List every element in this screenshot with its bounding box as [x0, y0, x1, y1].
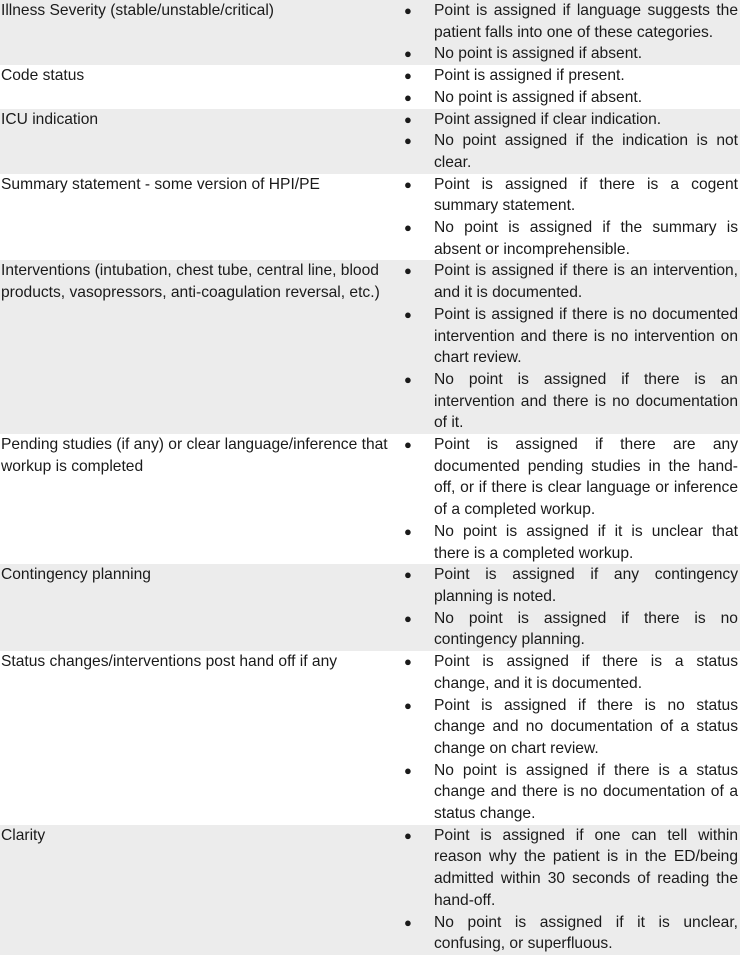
- rule-text: Point is assigned if any contingency planning is noted.: [434, 566, 738, 605]
- rule-item: [400, 0, 738, 43]
- bullet-icon: ●: [404, 567, 412, 583]
- bullet-icon: ●: [404, 46, 412, 62]
- bullet-icon: ●: [404, 827, 412, 843]
- bullet-icon: ●: [404, 371, 412, 387]
- bullet-icon: ●: [404, 263, 412, 279]
- criterion-cell: Summary statement - some version of HPI/PE: [1, 175, 320, 193]
- rule-item: [400, 304, 738, 369]
- bullet-icon: ●: [404, 111, 412, 127]
- table-row: [0, 564, 740, 651]
- rule-item: [400, 369, 738, 434]
- rule-text: Point is assigned if present.: [434, 67, 625, 85]
- rule-text: Point is assigned if there is a status change, and it is documented.: [434, 653, 738, 692]
- rule-list: [400, 651, 738, 825]
- rule-item: [400, 174, 738, 217]
- rules-cell: [400, 825, 740, 955]
- rule-text: No point is assigned if there is an intervention and there is no documentation of it.: [434, 370, 738, 432]
- table-row: [0, 825, 740, 955]
- rule-item: [400, 260, 738, 303]
- criterion-cell: Code status: [1, 67, 85, 85]
- table-row: [0, 109, 740, 174]
- rule-list: [400, 825, 738, 955]
- criterion-cell: Interventions (intubation, chest tube, central line, blood products, vasopressors, anti-coagulation reversal, etc.): [0, 260, 400, 434]
- rule-text: Point is assigned if there is no status change and no documentation of a status change on chart review.: [434, 696, 738, 757]
- bullet-icon: ●: [404, 762, 412, 778]
- rule-item: [400, 217, 738, 260]
- criterion-cell: Illness Severity (stable/unstable/critical): [0, 0, 400, 65]
- rule-list: [400, 260, 738, 434]
- rule-item: [400, 130, 738, 173]
- table-row: [0, 0, 740, 65]
- rule-list: [400, 109, 738, 174]
- rules-cell: [400, 260, 740, 434]
- table-row: [0, 651, 740, 825]
- bullet-icon: ●: [404, 68, 412, 84]
- rule-item: [400, 564, 738, 607]
- bullet-icon: ●: [404, 176, 412, 192]
- rule-text: Point is assigned if one can tell within reason why the patient is in the ED/being admitted within 30 seconds of reading the hand-off.: [434, 826, 738, 909]
- table-row: [0, 174, 740, 261]
- rules-cell: [400, 109, 740, 174]
- bullet-icon: ●: [404, 3, 412, 18]
- rule-text: Point assigned if clear indication.: [434, 110, 662, 128]
- rule-list: [400, 65, 738, 108]
- rule-item: [400, 65, 738, 87]
- rules-cell: [400, 65, 740, 108]
- rule-item: [400, 825, 738, 912]
- criterion-cell: Pending studies (if any) or clear language/inference that workup is completed: [1, 436, 388, 475]
- rule-text: Point is assigned if there is a cogent summary statement.: [434, 175, 738, 215]
- rule-item: [400, 695, 738, 760]
- bullet-icon: ●: [404, 220, 412, 236]
- bullet-icon: ●: [404, 133, 412, 149]
- rule-list: [400, 0, 738, 65]
- bullet-icon: ●: [404, 610, 412, 626]
- bullet-icon: ●: [404, 697, 412, 713]
- bullet-icon: ●: [404, 914, 412, 930]
- rule-text: No point is assigned if it is unclear, confusing, or superfluous.: [434, 913, 738, 953]
- rule-text: No point is assigned if there is no contingency planning.: [434, 609, 738, 649]
- rule-item: [400, 760, 738, 825]
- rule-text: No point assigned if the indication is not clear.: [434, 132, 738, 171]
- table-row: [0, 260, 740, 434]
- criterion-cell: Clarity: [0, 825, 400, 955]
- rule-item: [400, 434, 738, 521]
- rule-list: [400, 174, 738, 261]
- rules-cell: [400, 434, 740, 564]
- criterion-cell: Status changes/interventions post hand off if any: [1, 653, 338, 671]
- rule-text: No point is assigned if absent.: [434, 88, 643, 106]
- rule-list: [400, 434, 738, 564]
- bullet-icon: ●: [404, 89, 412, 105]
- rules-cell: [400, 651, 740, 825]
- rules-cell: [400, 174, 740, 261]
- bullet-icon: ●: [404, 654, 412, 670]
- rule-text: No point is assigned if it is unclear that there is a completed workup.: [434, 522, 738, 562]
- rule-text: Point is assigned if language suggests the patient falls into one of these categories.: [434, 2, 738, 41]
- bullet-icon: ●: [404, 523, 412, 539]
- rule-item: [400, 43, 738, 65]
- table-row: [0, 434, 740, 564]
- rule-text: Point is assigned if there are any documented pending studies in the hand-off, or if there is clear language or inference of a completed workup.: [434, 436, 738, 519]
- rule-item: [400, 521, 738, 564]
- rule-text: No point is assigned if there is a status change and there is no documentation of a status change.: [434, 761, 738, 823]
- rule-item: [400, 109, 738, 131]
- rule-text: No point is assigned if absent.: [434, 45, 643, 63]
- rule-list: [400, 564, 738, 651]
- rule-item: [400, 87, 738, 109]
- rules-cell: [400, 564, 740, 651]
- criterion-cell: ICU indication: [0, 109, 400, 174]
- rules-cell: [400, 0, 740, 65]
- table-row: [0, 65, 740, 108]
- rule-text: Point is assigned if there is an intervention, and it is documented.: [434, 262, 738, 302]
- bullet-icon: ●: [404, 306, 412, 322]
- rule-item: [400, 651, 738, 694]
- rule-text: No point is assigned if the summary is absent or incomprehensible.: [434, 219, 738, 258]
- criterion-cell: Contingency planning: [0, 564, 400, 651]
- bullet-icon: ●: [404, 437, 412, 453]
- rule-text: Point is assigned if there is no documented intervention and there is no intervention on chart review.: [434, 305, 738, 367]
- rule-item: [400, 912, 738, 955]
- rule-item: [400, 608, 738, 651]
